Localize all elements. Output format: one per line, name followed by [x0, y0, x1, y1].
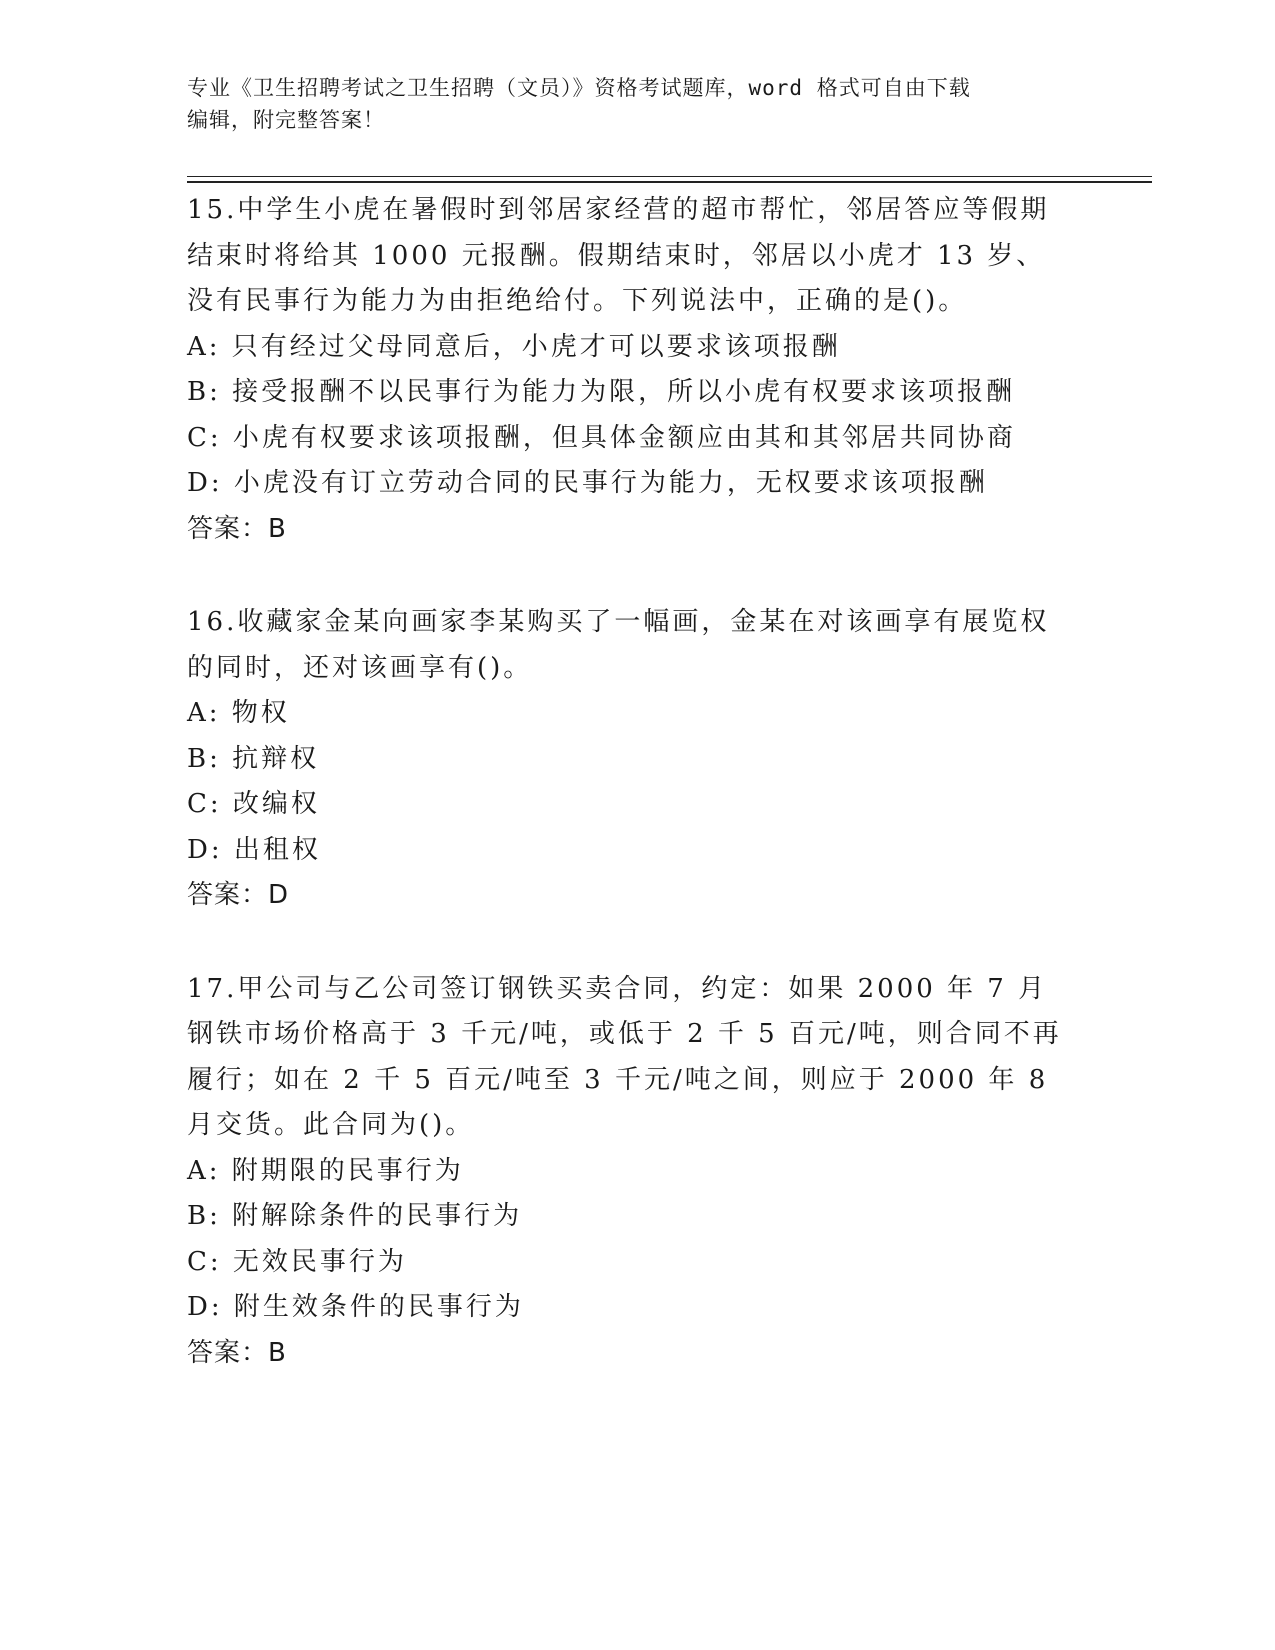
question-list — [187, 188, 1087, 1376]
question-stem: 15.中学生小虎在暑假时到邻居家经营的超市帮忙，邻居答应等假期结束时将给其 1000 元报酬。假期结束时，邻居以小虎才 13 岁、没有民事行为能力为由拒绝给付。下列说法中，正确的是()。 — [187, 195, 1050, 316]
option-b: B: 抗辩权 — [187, 743, 320, 774]
question-spacer — [187, 552, 1087, 600]
option-c: C: 改编权 — [187, 789, 320, 819]
option-a: A: 物权 — [187, 698, 290, 728]
document-header — [187, 72, 1087, 136]
option-b: B: 接受报酬不以民事行为能力为限，所以小虎有权要求该项报酬 — [187, 377, 1016, 407]
header-line-2: 编辑，附完整答案！ — [187, 108, 385, 132]
answer-label: 答案：B — [187, 1337, 287, 1368]
question-stem: 16.收藏家金某向画家李某购买了一幅画，金某在对该画享有展览权的同时，还对该画享有()。 — [187, 607, 1050, 683]
option-d: D: 出租权 — [187, 834, 321, 865]
question-17 — [187, 967, 1087, 1377]
option-c: C: 小虎有权要求该项报酬，但具体金额应由其和其邻居共同协商 — [187, 422, 1016, 453]
question-15 — [187, 188, 1087, 552]
option-d: D: 附生效条件的民事行为 — [187, 1292, 524, 1322]
option-a: A: 附期限的民事行为 — [187, 1155, 464, 1186]
question-spacer — [187, 919, 1087, 967]
option-a: A: 只有经过父母同意后，小虎才可以要求该项报酬 — [187, 331, 841, 362]
option-d: D: 小虎没有订立劳动合同的民事行为能力，无权要求该项报酬 — [187, 468, 988, 498]
question-16 — [187, 600, 1087, 919]
header-divider-thin — [187, 176, 1152, 177]
question-stem: 17.甲公司与乙公司签订钢铁买卖合同，约定：如果 2000 年 7 月钢铁市场价格高于 3 千元/吨，或低于 2 千 5 百元/吨，则合同不再履行；如在 2 千 5 百元/吨至 3 千元/吨之间，则应于 2000 年 8 月交货。此合同为()。 — [187, 973, 1062, 1140]
option-b: B: 附解除条件的民事行为 — [187, 1201, 523, 1231]
option-c: C: 无效民事行为 — [187, 1246, 407, 1277]
header-line-1: 专业《卫生招聘考试之卫生招聘（文员）》资格考试题库，word 格式可自由下载 — [187, 76, 971, 100]
answer-label: 答案：D — [187, 880, 290, 910]
header-divider-thick — [187, 181, 1152, 183]
answer-label: 答案：B — [187, 513, 287, 544]
